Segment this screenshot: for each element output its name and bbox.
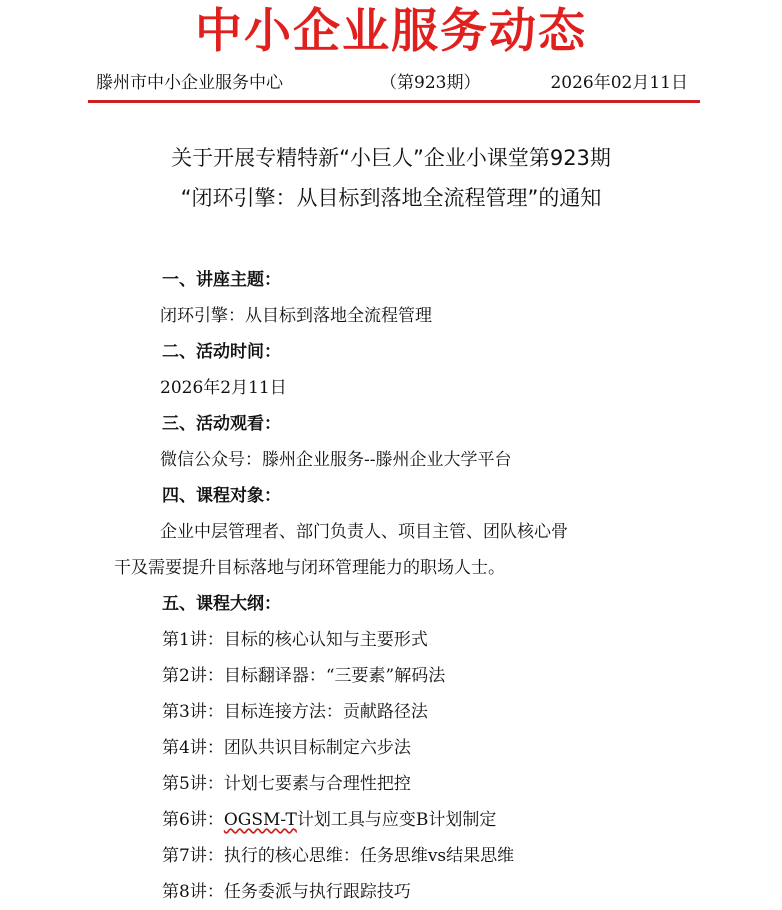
audience-line1: 企业中层管理者、部门负责人、项目主管、团队核心骨: [160, 522, 568, 542]
outline-item-label: 第2讲：: [162, 666, 224, 686]
watch-heading: 三、活动观看：: [162, 414, 281, 434]
outline-item-label: 第3讲：: [162, 702, 224, 722]
outline-item-text: 任务委派与执行跟踪技巧: [223, 882, 411, 902]
audience-heading: 四、课程对象：: [162, 486, 281, 506]
outline-item-4: [162, 730, 702, 766]
masthead-divider: [88, 100, 700, 103]
masthead-title: 中小企业服务动态: [195, 4, 587, 59]
outline-item-text: 目标连接方法：贡献路径法: [223, 702, 428, 722]
outline-item-text: 团队共识目标制定六步法: [223, 738, 411, 758]
outline-item-text: 计划七要素与合理性把控: [223, 774, 411, 794]
outline-item-7: [162, 838, 702, 874]
time-value: 2026年2月11日: [160, 378, 287, 398]
outline-item-1: [162, 622, 702, 658]
notice-title-line1: 关于开展专精特新“小巨人”企业小课堂第923期: [171, 146, 611, 170]
outline-item-label: 第6讲：: [162, 810, 224, 830]
outline-heading: 五、课程大纲：: [162, 594, 281, 614]
masthead-subline: [96, 70, 696, 96]
outline-item-label: 第7讲：: [162, 846, 224, 866]
outline-item-text: 计划工具与应变B计划制定: [296, 810, 497, 830]
organization-name: 滕州市中小企业服务中心: [96, 73, 283, 93]
outline-item-label: 第4讲：: [162, 738, 224, 758]
notice-title-line2: “闭环引擎：从目标到落地全流程管理”的通知: [180, 186, 602, 210]
topic-heading: 一、讲座主题：: [162, 270, 281, 290]
outline-item-text: 目标翻译器：“三要素”解码法: [223, 666, 446, 686]
outline-item-5: [162, 766, 702, 802]
outline-item-8: [162, 874, 702, 910]
outline-item-label: 第1讲：: [162, 630, 224, 650]
outline-item-text: 目标的核心认知与主要形式: [223, 630, 428, 650]
notice-body: [114, 262, 702, 910]
outline-item-3: [162, 694, 702, 730]
time-heading: 二、活动时间：: [162, 342, 281, 362]
topic-value: 闭环引擎：从目标到落地全流程管理: [160, 306, 432, 326]
issue-number: （第923期）: [380, 73, 481, 93]
outline-item-2: [162, 658, 702, 694]
outline-item-text: 执行的核心思维：任务思维vs结果思维: [223, 846, 515, 866]
audience-line2: 干及需要提升目标落地与闭环管理能力的职场人士。: [114, 558, 505, 578]
watch-value: 微信公众号：滕州企业服务--滕州企业大学平台: [160, 450, 512, 470]
spellcheck-marked-text: OGSM-T: [223, 810, 297, 830]
outline-item-label: 第5讲：: [162, 774, 224, 794]
issue-date: 2026年02月11日: [550, 73, 688, 93]
outline-item-label: 第8讲：: [162, 882, 224, 902]
outline-item-6: [162, 802, 702, 838]
